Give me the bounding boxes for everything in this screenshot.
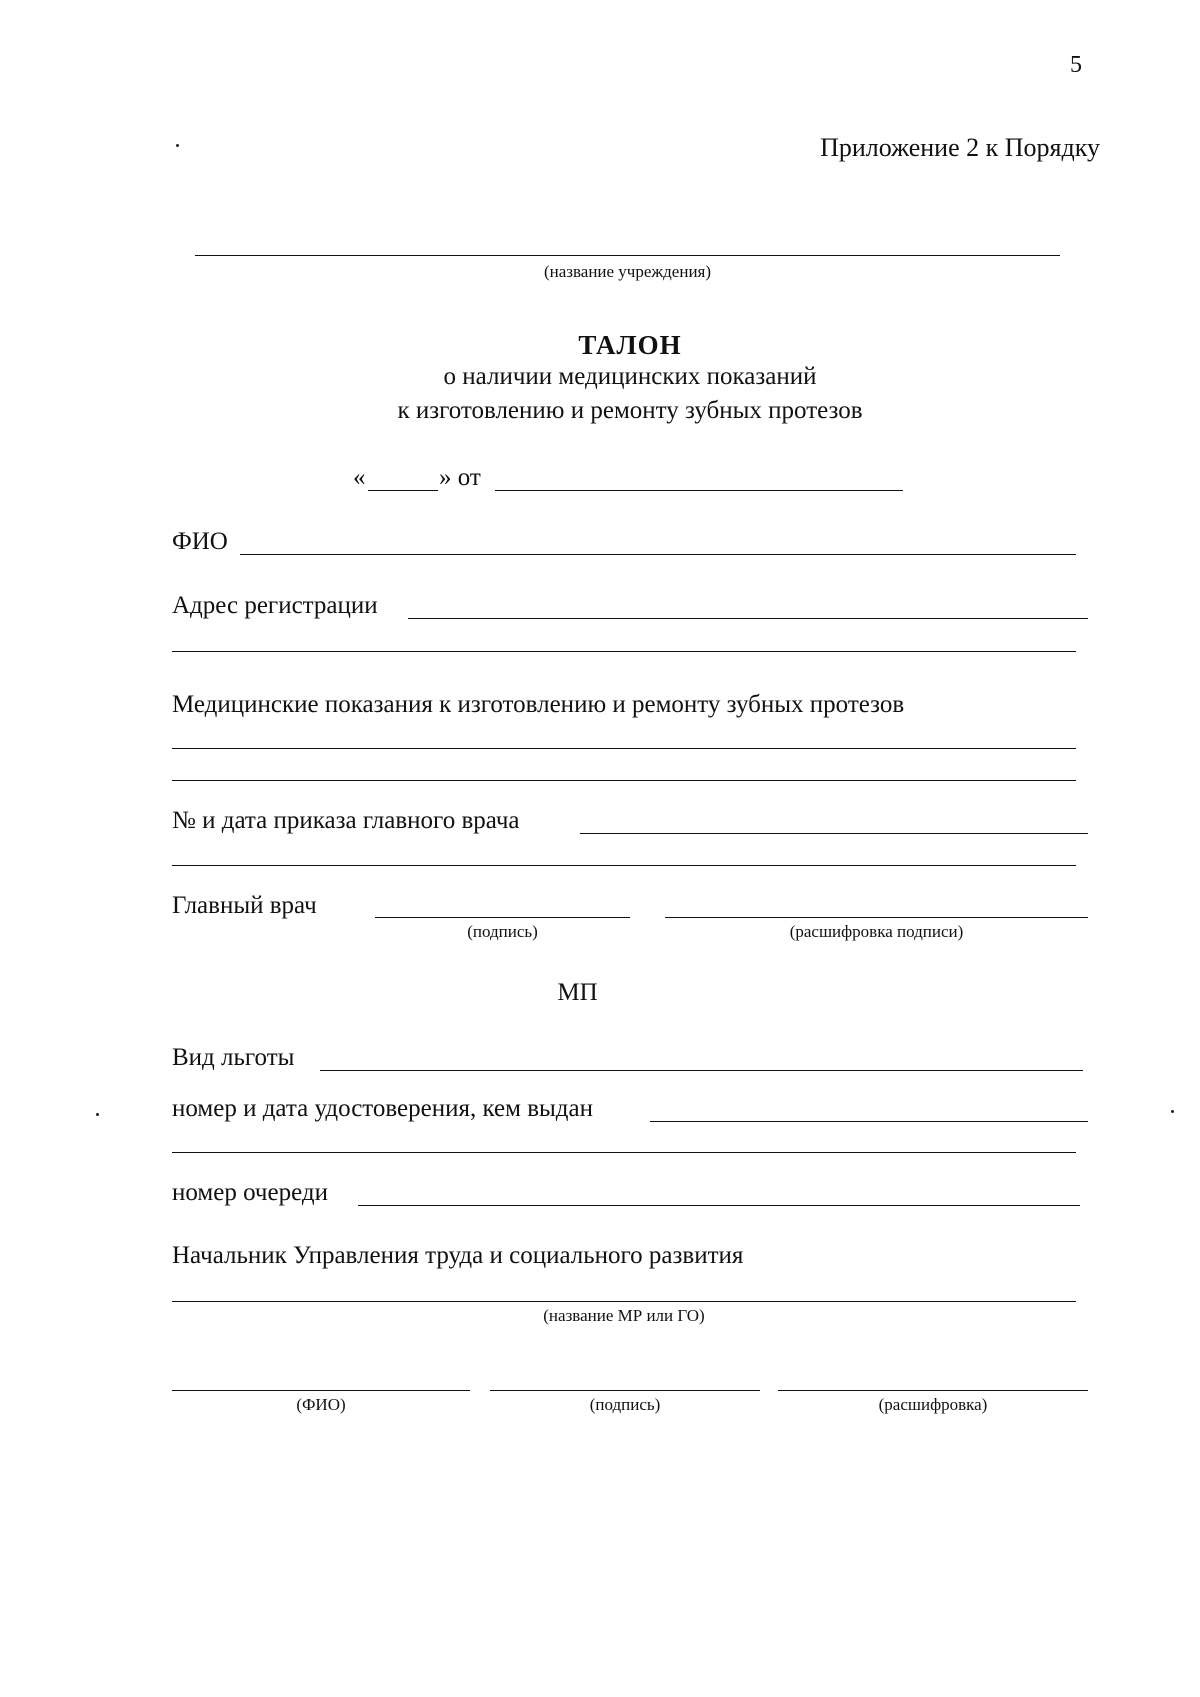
document-subtitle-line1: о наличии медицинских показаний [443, 363, 817, 390]
address-field-line1[interactable] [408, 618, 1088, 619]
address-label: Адрес регистрации [172, 592, 378, 619]
head-decode-caption: (расшифровка) [878, 1395, 988, 1414]
order-field-line2[interactable] [172, 865, 1076, 866]
medical-indications-field-line2[interactable] [172, 780, 1076, 781]
medical-indications-field-line1[interactable] [172, 748, 1076, 749]
fio-label: ФИО [172, 528, 228, 555]
order-label: № и дата приказа главного врача [172, 807, 520, 834]
medical-indications-label: Медицинские показания к изготовлению и ремонту зубных протезов [172, 691, 905, 718]
institution-name-field[interactable] [195, 255, 1060, 256]
certificate-field-line1[interactable] [650, 1121, 1088, 1122]
chief-doctor-signature-caption: (подпись) [467, 922, 538, 941]
chief-doctor-signature-field[interactable] [375, 917, 630, 918]
page-number: 5 [1070, 52, 1082, 78]
head-fio-caption: (ФИО) [296, 1395, 346, 1414]
appendix-label: Приложение 2 к Порядку [820, 133, 1100, 162]
talon-date-field[interactable] [495, 490, 903, 491]
head-decode-field[interactable] [778, 1390, 1088, 1391]
order-field-line1[interactable] [580, 833, 1088, 834]
head-signature-field[interactable] [490, 1390, 760, 1391]
head-title-label: Начальник Управления труда и социального развития [172, 1242, 744, 1269]
head-signature-caption: (подпись) [589, 1395, 661, 1414]
talon-number-field[interactable] [368, 490, 438, 491]
mr-go-caption: (название МР или ГО) [543, 1306, 705, 1325]
document-subtitle-line2: к изготовлению и ремонту зубных протезов [397, 397, 863, 424]
certificate-label: номер и дата удостоверения, кем выдан [172, 1095, 593, 1122]
chief-doctor-label: Главный врач [172, 892, 317, 919]
queue-number-field[interactable] [358, 1205, 1080, 1206]
number-open-quote: « [353, 464, 366, 491]
document-title: ТАЛОН [578, 330, 682, 360]
queue-number-label: номер очереди [172, 1179, 328, 1206]
benefit-type-label: Вид льготы [172, 1044, 295, 1071]
mr-go-name-field[interactable] [172, 1301, 1076, 1302]
head-fio-field[interactable] [172, 1390, 470, 1391]
address-field-line2[interactable] [172, 651, 1076, 652]
scan-speck [1171, 1110, 1174, 1113]
scan-speck [96, 1113, 99, 1116]
fio-field[interactable] [240, 554, 1076, 555]
institution-caption: (название учреждения) [543, 262, 712, 281]
chief-doctor-decode-caption: (расшифровка подписи) [789, 922, 964, 941]
chief-doctor-decode-field[interactable] [665, 917, 1088, 918]
stamp-label: МП [557, 979, 598, 1006]
certificate-field-line2[interactable] [172, 1152, 1076, 1153]
number-close-quote: » от [439, 464, 481, 491]
scan-speck [176, 144, 179, 147]
benefit-type-field[interactable] [320, 1070, 1083, 1071]
